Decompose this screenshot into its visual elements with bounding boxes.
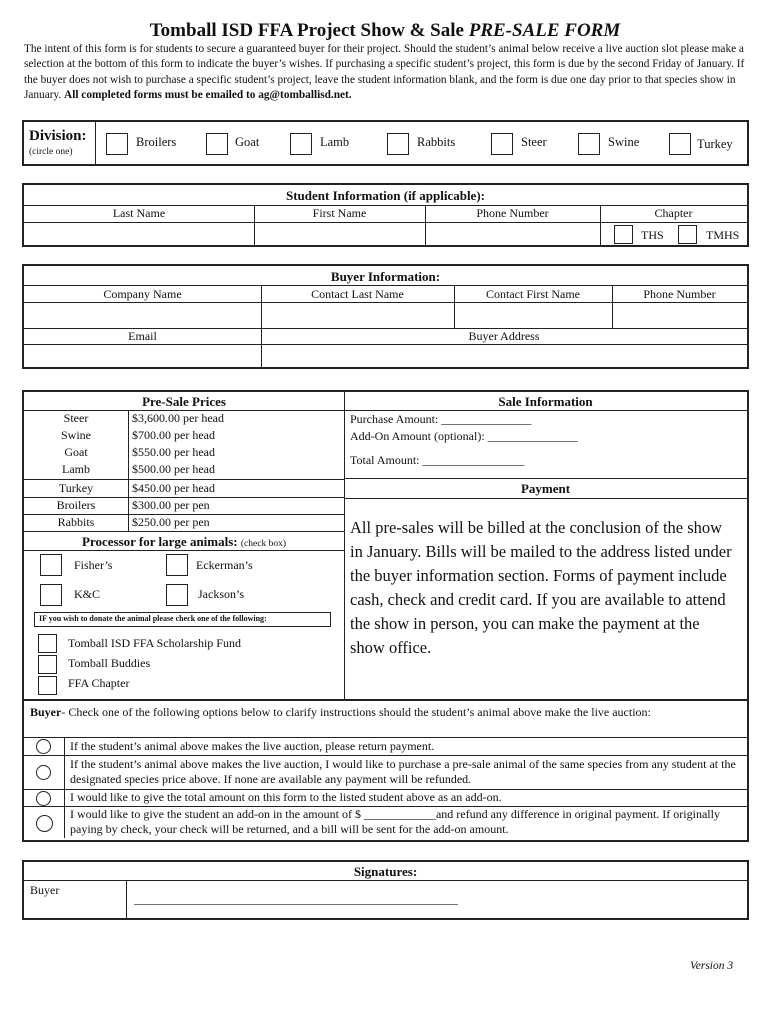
sale-total-amount[interactable]: Total Amount: _________________ bbox=[350, 453, 525, 467]
division-steer-checkbox[interactable] bbox=[491, 133, 513, 155]
chapter-tmhs-checkbox[interactable] bbox=[678, 225, 697, 244]
presale-heading: Pre-Sale Prices bbox=[142, 394, 226, 409]
buyer-option-give-total-text: I would like to give the total amount on this form to the listed student above as an add-on. bbox=[70, 790, 502, 804]
student-last-name-input[interactable] bbox=[24, 223, 254, 244]
form-title: Tomball ISD FFA Project Show & Sale PRE-SALE FORM bbox=[149, 20, 621, 41]
price-animal-steer: Steer bbox=[63, 411, 89, 425]
student-col-last-name: Last Name bbox=[112, 206, 166, 220]
buyer-address-label: Buyer Address bbox=[468, 329, 540, 343]
buyer-heading: Buyer Information: bbox=[330, 269, 441, 284]
buyer-col-contact-first: Contact First Name bbox=[486, 287, 580, 301]
buyer-section bbox=[22, 264, 749, 369]
buyer-email-input[interactable] bbox=[24, 345, 261, 367]
buyer-col-phone: Phone Number bbox=[643, 287, 716, 301]
buyer-option-return-text: If the student’s animal above makes the live auction, please return payment. bbox=[70, 739, 435, 753]
donate-chapter-checkbox[interactable] bbox=[38, 676, 57, 695]
payment-text: All pre-sales will be billed at the conclusion of the show in January. Bills will be mailed to the address listed under the buyer information section. Forms of payment include cash, check and credit card. If you are available to attend the show in person, you can make the payment at the show office. bbox=[350, 518, 732, 657]
division-goat-checkbox[interactable] bbox=[206, 133, 228, 155]
division-hint: (circle one) bbox=[29, 147, 73, 157]
buyer-address-input[interactable] bbox=[262, 345, 747, 367]
student-heading: Student Information (if applicable): bbox=[286, 188, 485, 203]
processor-kc-checkbox[interactable] bbox=[40, 584, 62, 606]
presale-section bbox=[22, 390, 749, 701]
student-col-phone: Phone Number bbox=[476, 206, 549, 220]
buyer-option-return-radio[interactable] bbox=[36, 739, 51, 754]
buyer-option-give-total-radio[interactable] bbox=[36, 791, 51, 806]
division-swine-checkbox[interactable] bbox=[578, 133, 600, 155]
division-label: Division: bbox=[29, 128, 87, 144]
processor-fishers-label: Fisher’s bbox=[74, 558, 113, 572]
donate-buddies-checkbox[interactable] bbox=[38, 655, 57, 674]
division-rabbits-label: Rabbits bbox=[417, 135, 456, 149]
sale-purchase-amount[interactable]: Purchase Amount: _______________ bbox=[350, 412, 532, 426]
buyer-contact-last-input[interactable] bbox=[262, 303, 454, 328]
price-animal-rabbits: Rabbits bbox=[57, 515, 95, 529]
student-first-name-input[interactable] bbox=[255, 223, 425, 244]
payment-heading: Payment bbox=[520, 481, 571, 496]
price-animal-lamb: Lamb bbox=[62, 462, 90, 476]
signatures-heading: Signatures: bbox=[353, 864, 418, 879]
student-phone-input[interactable] bbox=[426, 223, 600, 244]
processor-eckermans-checkbox[interactable] bbox=[166, 554, 188, 576]
student-col-first-name: First Name bbox=[312, 206, 367, 220]
buyer-col-company: Company Name bbox=[103, 287, 182, 301]
division-lamb-label: Lamb bbox=[320, 135, 350, 149]
signature-buyer-label: Buyer bbox=[30, 883, 60, 897]
processor-jacksons-label: Jackson’s bbox=[198, 587, 244, 601]
student-col-chapter: Chapter bbox=[654, 206, 693, 220]
division-lamb-checkbox[interactable] bbox=[290, 133, 312, 155]
buyer-email-label: Email bbox=[128, 329, 157, 343]
sale-addon-amount[interactable]: Add-On Amount (optional): _______________ bbox=[350, 429, 578, 443]
division-turkey-checkbox[interactable] bbox=[669, 133, 691, 155]
division-section bbox=[22, 120, 749, 166]
price-value-lamb: $500.00 per head bbox=[132, 462, 215, 476]
buyer-contact-first-input[interactable] bbox=[455, 303, 612, 328]
student-section bbox=[22, 183, 749, 247]
donate-scholarship-checkbox[interactable] bbox=[38, 634, 57, 653]
buyer-company-input[interactable] bbox=[24, 303, 261, 328]
donate-buddies-label: Tomball Buddies bbox=[68, 656, 151, 670]
processor-jacksons-checkbox[interactable] bbox=[166, 584, 188, 606]
donate-heading-box bbox=[34, 612, 331, 627]
donate-scholarship-label: Tomball ISD FFA Scholarship Fund bbox=[68, 636, 241, 650]
buyer-options-section bbox=[22, 701, 749, 842]
price-value-rabbits: $250.00 per pen bbox=[132, 515, 210, 529]
donate-chapter-label: FFA Chapter bbox=[68, 676, 130, 690]
processor-heading: Processor for large animals: (check box) bbox=[82, 534, 286, 549]
processor-eckermans-label: Eckerman’s bbox=[196, 558, 253, 572]
division-rabbits-checkbox[interactable] bbox=[387, 133, 409, 155]
buyer-phone-input[interactable] bbox=[613, 303, 747, 328]
price-value-turkey: $450.00 per head bbox=[132, 481, 215, 495]
price-animal-swine: Swine bbox=[61, 428, 91, 442]
buyer-options-intro: Buyer- Check one of the following options below to clarify instructions should the student’s animal above make the live auction: bbox=[30, 705, 651, 719]
price-animal-broilers: Broilers bbox=[56, 498, 96, 512]
division-goat-label: Goat bbox=[235, 135, 260, 149]
intro-paragraph: The intent of this form is for students to secure a guaranteed buyer for their project. Should the student’s animal below receive a live auction slot please make a selection at the bottom of this form to indicate the buyer’s wishes. If purchasing a specific student’s project, this form is due by the second Friday of January. If the buyer does not wish to purchase a specific student’s project, leave the student information blank, and the form is due one day prior to that species show in January. All completed forms must be emailed to ag@tomballisd.net. bbox=[24, 43, 745, 102]
buyer-col-contact-last: Contact Last Name bbox=[311, 287, 404, 301]
division-broilers-checkbox[interactable] bbox=[106, 133, 128, 155]
price-value-steer: $3,600.00 per head bbox=[132, 411, 224, 425]
price-value-swine: $700.00 per head bbox=[132, 428, 215, 442]
signature-buyer-line[interactable]: ______________________________________________________ bbox=[134, 892, 458, 906]
buyer-option-presale-radio[interactable] bbox=[36, 765, 51, 780]
chapter-tmhs-label: TMHS bbox=[706, 228, 740, 242]
price-value-goat: $550.00 per head bbox=[132, 445, 215, 459]
processor-fishers-checkbox[interactable] bbox=[40, 554, 62, 576]
price-animal-turkey: Turkey bbox=[58, 481, 94, 495]
signatures-section bbox=[22, 860, 749, 920]
division-steer-label: Steer bbox=[521, 135, 547, 149]
buyer-option-addon-radio[interactable] bbox=[36, 815, 53, 832]
chapter-ths-checkbox[interactable] bbox=[614, 225, 633, 244]
chapter-ths-label: THS bbox=[641, 228, 664, 242]
division-turkey-label: Turkey bbox=[697, 137, 733, 151]
buyer-option-presale-text: If the student’s animal above makes the live auction, I would like to purchase a pre-sale animal of the same species from any student at the designated species price above. If none are available any payment will be refunded. bbox=[70, 757, 736, 786]
donate-heading: IF you wish to donate the animal please check one of the following: bbox=[39, 614, 267, 623]
buyer-option-addon-text: I would like to give the student an add-on in the amount of $ ____________and refund any difference in original payment. If originally paying by check, your check will be returned, and a bill will be sent for the add-on amount. bbox=[70, 807, 720, 836]
price-animal-goat: Goat bbox=[64, 445, 88, 459]
processor-kc-label: K&C bbox=[74, 587, 101, 601]
price-value-broilers: $300.00 per pen bbox=[132, 498, 210, 512]
sale-heading: Sale Information bbox=[498, 394, 593, 409]
version-label: Version 3 bbox=[690, 960, 734, 972]
division-swine-label: Swine bbox=[608, 135, 640, 149]
division-broilers-label: Broilers bbox=[136, 135, 177, 149]
